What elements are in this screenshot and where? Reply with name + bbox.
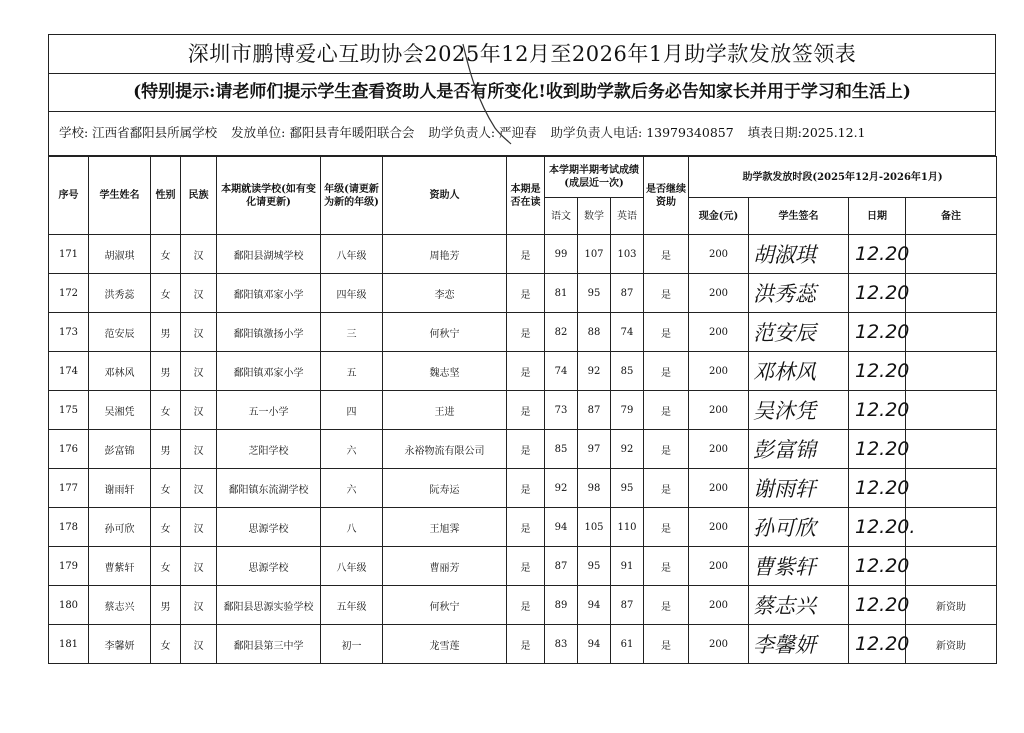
cell-gender: 女 [151,625,181,664]
cell-english: 87 [611,274,644,313]
cell-english: 85 [611,352,644,391]
cell-sign-date: 12.20 [849,235,906,274]
cell-school: 思源学校 [217,508,321,547]
table-row [49,352,997,391]
cell-sponsor: 李恋 [383,274,507,313]
cell-ethnicity: 汉 [181,430,217,469]
cell-chinese: 73 [545,391,578,430]
info-school: 学校: 江西省鄱阳县所属学校 [59,125,218,140]
cell-continue: 是 [644,352,689,391]
header-cash: 现金(元) [689,198,749,235]
cell-remark [906,235,997,274]
cell-english: 91 [611,547,644,586]
cell-school: 鄱阳镇东流湖学校 [217,469,321,508]
info-fill-date: 填表日期:2025.12.1 [747,125,866,140]
cell-grade: 初一 [321,625,383,664]
cell-grade: 三 [321,313,383,352]
cell-name: 胡淑琪 [89,235,151,274]
cell-name: 范安辰 [89,313,151,352]
cell-remark [906,313,997,352]
student-signature: 孙可欣 [749,508,849,547]
cell-gender: 女 [151,391,181,430]
cell-ethnicity: 汉 [181,547,217,586]
cell-continue: 是 [644,274,689,313]
cell-seq: 180 [49,586,89,625]
cell-math: 95 [578,274,611,313]
cell-enrolled: 是 [507,508,545,547]
cell-grade: 四年级 [321,274,383,313]
header-school: 本期就读学校(如有变化请更新) [217,157,321,235]
cell-cash: 200 [689,508,749,547]
cell-seq: 177 [49,469,89,508]
cell-chinese: 87 [545,547,578,586]
cell-sponsor: 王进 [383,391,507,430]
cell-name: 孙可欣 [89,508,151,547]
cell-school: 思源学校 [217,547,321,586]
cell-cash: 200 [689,625,749,664]
header-enrolled: 本期是否在读 [507,157,545,235]
cell-chinese: 89 [545,586,578,625]
table-row [49,430,997,469]
cell-name: 彭富锦 [89,430,151,469]
cell-sign-date: 12.20. [849,508,906,547]
header-ethnicity: 民族 [181,157,217,235]
cell-sign-date: 12.20 [849,391,906,430]
cell-gender: 男 [151,430,181,469]
cell-school: 鄱阳镇邓家小学 [217,274,321,313]
cell-grade: 八年级 [321,547,383,586]
cell-sponsor: 周艳芳 [383,235,507,274]
cell-english: 74 [611,313,644,352]
info-line [48,112,996,156]
cell-seq: 181 [49,625,89,664]
header-signature: 学生签名 [749,198,849,235]
header-date: 日期 [849,198,906,235]
cell-english: 61 [611,625,644,664]
student-signature: 范安辰 [749,313,849,352]
cell-gender: 女 [151,547,181,586]
header-remark: 备注 [906,198,997,235]
cell-school: 五一小学 [217,391,321,430]
header-sponsor: 资助人 [383,157,507,235]
cell-name: 谢雨轩 [89,469,151,508]
cell-chinese: 94 [545,508,578,547]
cell-grade: 五年级 [321,586,383,625]
cell-enrolled: 是 [507,313,545,352]
info-phone: 助学负责人电话: 13979340857 [550,125,734,140]
cell-remark: 新资助 [906,625,997,664]
cell-enrolled: 是 [507,625,545,664]
cell-math: 87 [578,391,611,430]
cell-ethnicity: 汉 [181,625,217,664]
cell-remark [906,469,997,508]
cell-school: 鄱阳县第三中学 [217,625,321,664]
cell-ethnicity: 汉 [181,235,217,274]
cell-remark: 新资助 [906,586,997,625]
cell-gender: 男 [151,313,181,352]
cell-school: 鄱阳镇激扬小学 [217,313,321,352]
cell-seq: 171 [49,235,89,274]
cell-sponsor: 永裕物流有限公司 [383,430,507,469]
cell-remark [906,508,997,547]
cell-cash: 200 [689,469,749,508]
cell-enrolled: 是 [507,274,545,313]
cell-english: 103 [611,235,644,274]
cell-seq: 179 [49,547,89,586]
cell-gender: 女 [151,235,181,274]
cell-seq: 173 [49,313,89,352]
cell-enrolled: 是 [507,547,545,586]
cell-sponsor: 曹丽芳 [383,547,507,586]
cell-cash: 200 [689,586,749,625]
sheet-title: 深圳市鹏博爱心互助协会2025年12月至2026年1月助学款发放签领表 [48,34,996,74]
cell-cash: 200 [689,391,749,430]
cell-chinese: 82 [545,313,578,352]
cell-english: 110 [611,508,644,547]
cell-gender: 女 [151,469,181,508]
cell-cash: 200 [689,430,749,469]
cell-continue: 是 [644,391,689,430]
student-signature: 彭富锦 [749,430,849,469]
cell-chinese: 99 [545,235,578,274]
disbursement-table [48,156,997,664]
header-continue: 是否继续资助 [644,157,689,235]
cell-name: 邓林风 [89,352,151,391]
header-scores: 本学期半期考试成绩(成层近一次) [545,157,644,198]
cell-chinese: 85 [545,430,578,469]
header-name: 学生姓名 [89,157,151,235]
cell-cash: 200 [689,235,749,274]
cell-seq: 175 [49,391,89,430]
cell-name: 吴湘凭 [89,391,151,430]
table-row [49,313,997,352]
cell-sign-date: 12.20 [849,469,906,508]
cell-seq: 174 [49,352,89,391]
cell-sponsor: 王旭霁 [383,508,507,547]
cell-cash: 200 [689,274,749,313]
header-chinese: 语文 [545,198,578,235]
cell-grade: 八年级 [321,235,383,274]
cell-enrolled: 是 [507,235,545,274]
cell-continue: 是 [644,430,689,469]
student-signature: 胡淑琪 [749,235,849,274]
header-gender: 性别 [151,157,181,235]
table-row [49,547,997,586]
cell-grade: 五 [321,352,383,391]
cell-remark [906,352,997,391]
cell-grade: 六 [321,430,383,469]
info-manager: 助学负责人: 严迎春 [428,125,537,140]
cell-gender: 男 [151,352,181,391]
cell-continue: 是 [644,235,689,274]
cell-ethnicity: 汉 [181,391,217,430]
cell-math: 98 [578,469,611,508]
cell-english: 87 [611,586,644,625]
cell-gender: 男 [151,586,181,625]
cell-sign-date: 12.20 [849,352,906,391]
cell-sponsor: 阮寿运 [383,469,507,508]
cell-enrolled: 是 [507,469,545,508]
cell-math: 97 [578,430,611,469]
cell-remark [906,430,997,469]
table-row [49,274,997,313]
cell-seq: 178 [49,508,89,547]
student-signature: 李馨妍 [749,625,849,664]
cell-math: 94 [578,625,611,664]
cell-sponsor: 何秋宁 [383,313,507,352]
table-row [49,235,997,274]
special-notice: (特别提示:请老师们提示学生查看资助人是否有所变化!收到助学款后务必告知家长并用于学习和生活上) [48,74,996,112]
cell-continue: 是 [644,313,689,352]
cell-school: 芝阳学校 [217,430,321,469]
cell-grade: 八 [321,508,383,547]
table-row [49,586,997,625]
cell-continue: 是 [644,547,689,586]
cell-sign-date: 12.20 [849,625,906,664]
cell-gender: 女 [151,274,181,313]
cell-seq: 176 [49,430,89,469]
cell-english: 79 [611,391,644,430]
cell-math: 92 [578,352,611,391]
table-row [49,625,997,664]
cell-name: 曹紫轩 [89,547,151,586]
header-math: 数学 [578,198,611,235]
cell-school: 鄱阳县思源实验学校 [217,586,321,625]
cell-remark [906,391,997,430]
cell-continue: 是 [644,625,689,664]
student-signature: 曹紫轩 [749,547,849,586]
cell-ethnicity: 汉 [181,508,217,547]
cell-sponsor: 何秋宁 [383,586,507,625]
cell-cash: 200 [689,352,749,391]
cell-ethnicity: 汉 [181,586,217,625]
cell-chinese: 92 [545,469,578,508]
header-seq: 序号 [49,157,89,235]
cell-sign-date: 12.20 [849,430,906,469]
cell-continue: 是 [644,508,689,547]
table-row [49,391,997,430]
cell-ethnicity: 汉 [181,352,217,391]
cell-sign-date: 12.20 [849,547,906,586]
cell-chinese: 81 [545,274,578,313]
student-signature: 邓林风 [749,352,849,391]
student-signature: 蔡志兴 [749,586,849,625]
cell-english: 95 [611,469,644,508]
cell-english: 92 [611,430,644,469]
table-row [49,508,997,547]
cell-cash: 200 [689,547,749,586]
cell-name: 蔡志兴 [89,586,151,625]
cell-sign-date: 12.20 [849,313,906,352]
cell-math: 88 [578,313,611,352]
cell-remark [906,547,997,586]
cell-continue: 是 [644,469,689,508]
sign-sheet [48,34,996,664]
cell-gender: 女 [151,508,181,547]
cell-sign-date: 12.20 [849,586,906,625]
cell-ethnicity: 汉 [181,274,217,313]
cell-ethnicity: 汉 [181,469,217,508]
student-signature: 谢雨轩 [749,469,849,508]
cell-sponsor: 龙雪莲 [383,625,507,664]
cell-chinese: 83 [545,625,578,664]
cell-grade: 四 [321,391,383,430]
header-period: 助学款发放时段(2025年12月-2026年1月) [689,157,997,198]
header-english: 英语 [611,198,644,235]
header-grade: 年级(请更新为新的年级) [321,157,383,235]
cell-math: 95 [578,547,611,586]
cell-math: 94 [578,586,611,625]
cell-math: 105 [578,508,611,547]
cell-chinese: 74 [545,352,578,391]
cell-ethnicity: 汉 [181,313,217,352]
cell-school: 鄱阳镇邓家小学 [217,352,321,391]
info-issuer: 发放单位: 鄱阳县青年暖阳联合会 [231,125,415,140]
student-signature: 吴沐凭 [749,391,849,430]
cell-school: 鄱阳县湖城学校 [217,235,321,274]
cell-enrolled: 是 [507,352,545,391]
cell-continue: 是 [644,586,689,625]
cell-seq: 172 [49,274,89,313]
cell-enrolled: 是 [507,586,545,625]
cell-cash: 200 [689,313,749,352]
student-signature: 洪秀蕊 [749,274,849,313]
cell-sponsor: 魏志坚 [383,352,507,391]
cell-name: 李馨妍 [89,625,151,664]
cell-name: 洪秀蕊 [89,274,151,313]
table-row [49,469,997,508]
cell-enrolled: 是 [507,430,545,469]
cell-remark [906,274,997,313]
cell-grade: 六 [321,469,383,508]
cell-sign-date: 12.20 [849,274,906,313]
cell-math: 107 [578,235,611,274]
cell-enrolled: 是 [507,391,545,430]
